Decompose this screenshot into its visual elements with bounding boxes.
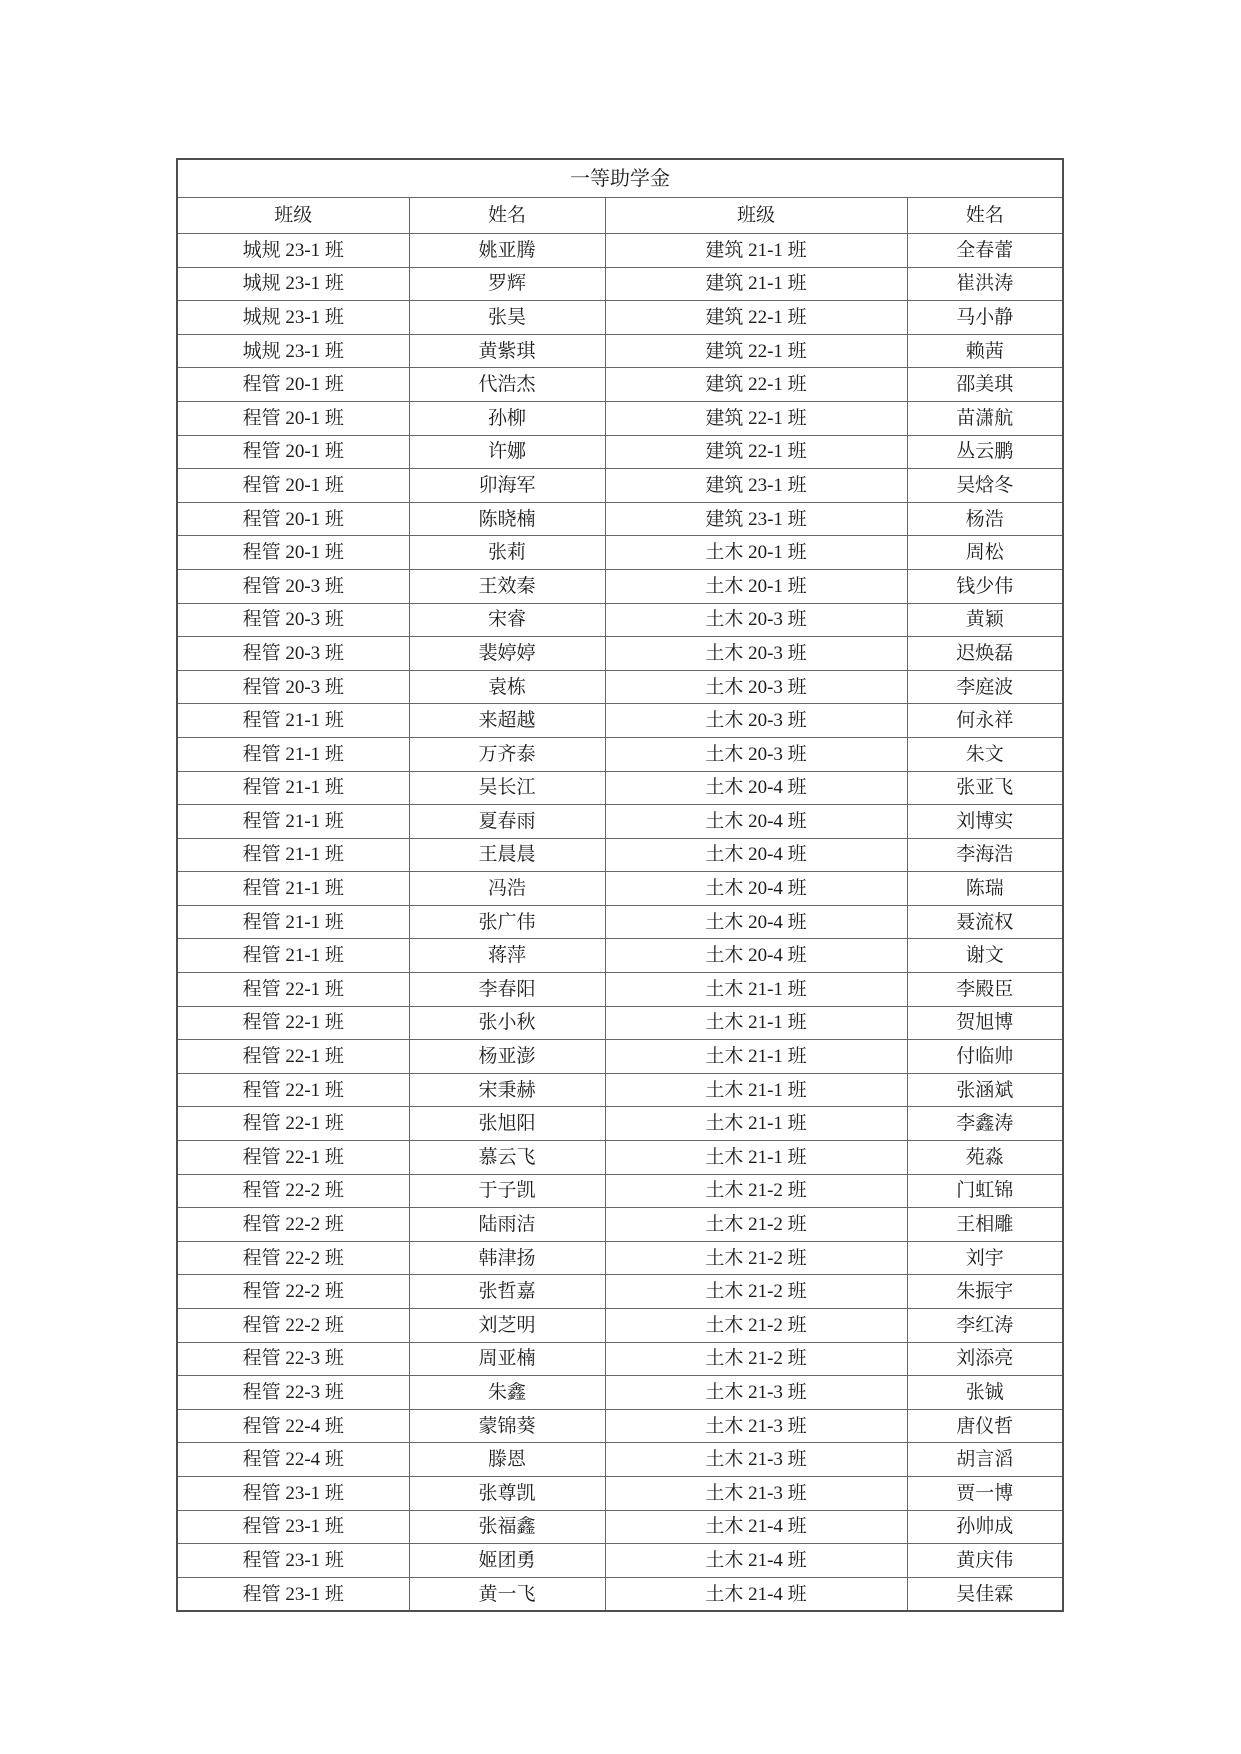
class-cell: 程管 23-1 班	[177, 1476, 409, 1510]
name-cell: 慕云飞	[409, 1141, 605, 1175]
name-cell: 周亚楠	[409, 1342, 605, 1376]
class-cell: 建筑 23-1 班	[605, 502, 907, 536]
class-cell: 程管 20-1 班	[177, 536, 409, 570]
table-row	[177, 1275, 1063, 1309]
table-row	[177, 1342, 1063, 1376]
class-cell: 土木 21-2 班	[605, 1241, 907, 1275]
name-cell: 周松	[907, 536, 1063, 570]
class-cell: 土木 21-4 班	[605, 1544, 907, 1578]
name-cell: 滕恩	[409, 1443, 605, 1477]
class-cell: 土木 21-1 班	[605, 1107, 907, 1141]
class-cell: 土木 20-3 班	[605, 637, 907, 671]
name-cell: 马小静	[907, 301, 1063, 335]
class-cell: 土木 20-4 班	[605, 905, 907, 939]
table-row	[177, 502, 1063, 536]
class-cell: 程管 22-1 班	[177, 1006, 409, 1040]
table-row	[177, 1241, 1063, 1275]
table-title-row	[177, 159, 1063, 198]
class-cell: 程管 22-3 班	[177, 1342, 409, 1376]
class-cell: 程管 20-3 班	[177, 569, 409, 603]
table-row	[177, 1040, 1063, 1074]
name-cell: 王相雕	[907, 1208, 1063, 1242]
class-cell: 程管 21-1 班	[177, 905, 409, 939]
name-cell: 崔洪涛	[907, 267, 1063, 301]
name-cell: 门虹锦	[907, 1174, 1063, 1208]
class-cell: 程管 22-1 班	[177, 1073, 409, 1107]
class-cell: 土木 20-3 班	[605, 704, 907, 738]
class-cell: 建筑 23-1 班	[605, 469, 907, 503]
class-cell: 土木 20-4 班	[605, 939, 907, 973]
name-cell: 卯海军	[409, 469, 605, 503]
name-cell: 许娜	[409, 435, 605, 469]
table-row	[177, 1376, 1063, 1410]
class-cell: 土木 21-2 班	[605, 1174, 907, 1208]
table-row	[177, 1107, 1063, 1141]
name-cell: 胡言滔	[907, 1443, 1063, 1477]
name-cell: 王效秦	[409, 569, 605, 603]
class-cell: 城规 23-1 班	[177, 267, 409, 301]
name-cell: 赖茜	[907, 334, 1063, 368]
name-cell: 朱文	[907, 737, 1063, 771]
class-cell: 土木 21-1 班	[605, 1141, 907, 1175]
name-cell: 孙帅成	[907, 1510, 1063, 1544]
name-cell: 冯浩	[409, 872, 605, 906]
table-row	[177, 1409, 1063, 1443]
class-cell: 土木 20-1 班	[605, 569, 907, 603]
table-row	[177, 267, 1063, 301]
class-cell: 土木 21-1 班	[605, 973, 907, 1007]
name-cell: 黄紫琪	[409, 334, 605, 368]
class-cell: 土木 21-2 班	[605, 1208, 907, 1242]
name-cell: 于子凯	[409, 1174, 605, 1208]
class-cell: 土木 21-3 班	[605, 1443, 907, 1477]
table-row	[177, 973, 1063, 1007]
class-cell: 程管 22-4 班	[177, 1409, 409, 1443]
name-cell: 陆雨洁	[409, 1208, 605, 1242]
table-row	[177, 234, 1063, 268]
table-row	[177, 670, 1063, 704]
table-row	[177, 1309, 1063, 1343]
name-cell: 夏春雨	[409, 805, 605, 839]
name-cell: 李殿臣	[907, 973, 1063, 1007]
class-cell: 城规 23-1 班	[177, 301, 409, 335]
class-cell: 土木 20-4 班	[605, 805, 907, 839]
name-cell: 黄颖	[907, 603, 1063, 637]
class-cell: 土木 21-1 班	[605, 1040, 907, 1074]
column-header-class-right: 班级	[605, 198, 907, 234]
table-row	[177, 368, 1063, 402]
table-row	[177, 603, 1063, 637]
name-cell: 宋秉赫	[409, 1073, 605, 1107]
scholarship-table	[176, 158, 1064, 1612]
table-header-row	[177, 198, 1063, 234]
class-cell: 土木 21-4 班	[605, 1577, 907, 1611]
table-row	[177, 301, 1063, 335]
name-cell: 张广伟	[409, 905, 605, 939]
table-row	[177, 1544, 1063, 1578]
table-row	[177, 1577, 1063, 1611]
name-cell: 蒙锦葵	[409, 1409, 605, 1443]
table-row	[177, 1073, 1063, 1107]
table-row	[177, 939, 1063, 973]
name-cell: 杨亚澎	[409, 1040, 605, 1074]
name-cell: 吴佳霖	[907, 1577, 1063, 1611]
class-cell: 程管 21-1 班	[177, 838, 409, 872]
class-cell: 程管 22-2 班	[177, 1208, 409, 1242]
class-cell: 土木 20-3 班	[605, 603, 907, 637]
class-cell: 土木 21-2 班	[605, 1309, 907, 1343]
class-cell: 程管 22-1 班	[177, 1141, 409, 1175]
name-cell: 李海浩	[907, 838, 1063, 872]
table-row	[177, 1443, 1063, 1477]
class-cell: 程管 21-1 班	[177, 737, 409, 771]
table-row	[177, 435, 1063, 469]
name-cell: 张涵斌	[907, 1073, 1063, 1107]
name-cell: 苑淼	[907, 1141, 1063, 1175]
table-row	[177, 1174, 1063, 1208]
table-row	[177, 1006, 1063, 1040]
name-cell: 宋睿	[409, 603, 605, 637]
table-row	[177, 536, 1063, 570]
table-row	[177, 838, 1063, 872]
column-header-class-left: 班级	[177, 198, 409, 234]
class-cell: 程管 20-3 班	[177, 603, 409, 637]
name-cell: 黄庆伟	[907, 1544, 1063, 1578]
class-cell: 程管 20-3 班	[177, 637, 409, 671]
name-cell: 刘芝明	[409, 1309, 605, 1343]
table-row	[177, 1510, 1063, 1544]
name-cell: 张旭阳	[409, 1107, 605, 1141]
class-cell: 土木 21-1 班	[605, 1073, 907, 1107]
table-body	[177, 234, 1063, 1612]
name-cell: 邵美琪	[907, 368, 1063, 402]
class-cell: 土木 20-3 班	[605, 670, 907, 704]
table-row	[177, 1208, 1063, 1242]
class-cell: 建筑 22-1 班	[605, 435, 907, 469]
name-cell: 付临帅	[907, 1040, 1063, 1074]
class-cell: 程管 22-1 班	[177, 1107, 409, 1141]
class-cell: 土木 20-1 班	[605, 536, 907, 570]
table-row	[177, 872, 1063, 906]
name-cell: 苗潇航	[907, 401, 1063, 435]
class-cell: 土木 21-1 班	[605, 1006, 907, 1040]
name-cell: 袁栋	[409, 670, 605, 704]
class-cell: 程管 21-1 班	[177, 939, 409, 973]
class-cell: 程管 23-1 班	[177, 1577, 409, 1611]
name-cell: 刘宇	[907, 1241, 1063, 1275]
table-row	[177, 637, 1063, 671]
name-cell: 朱振宇	[907, 1275, 1063, 1309]
class-cell: 程管 22-2 班	[177, 1275, 409, 1309]
class-cell: 程管 23-1 班	[177, 1510, 409, 1544]
class-cell: 土木 21-2 班	[605, 1275, 907, 1309]
name-cell: 谢文	[907, 939, 1063, 973]
name-cell: 杨浩	[907, 502, 1063, 536]
class-cell: 土木 20-4 班	[605, 872, 907, 906]
class-cell: 建筑 21-1 班	[605, 234, 907, 268]
class-cell: 建筑 22-1 班	[605, 401, 907, 435]
name-cell: 吴焓冬	[907, 469, 1063, 503]
class-cell: 程管 21-1 班	[177, 872, 409, 906]
name-cell: 张尊凯	[409, 1476, 605, 1510]
class-cell: 程管 22-1 班	[177, 1040, 409, 1074]
table-row	[177, 469, 1063, 503]
class-cell: 程管 21-1 班	[177, 771, 409, 805]
class-cell: 程管 20-1 班	[177, 401, 409, 435]
name-cell: 陈瑞	[907, 872, 1063, 906]
name-cell: 来超越	[409, 704, 605, 738]
class-cell: 土木 21-3 班	[605, 1409, 907, 1443]
class-cell: 土木 21-3 班	[605, 1476, 907, 1510]
table-row	[177, 1476, 1063, 1510]
class-cell: 程管 22-2 班	[177, 1174, 409, 1208]
class-cell: 建筑 22-1 班	[605, 301, 907, 335]
name-cell: 王晨晨	[409, 838, 605, 872]
class-cell: 程管 22-2 班	[177, 1241, 409, 1275]
class-cell: 程管 21-1 班	[177, 805, 409, 839]
class-cell: 城规 23-1 班	[177, 234, 409, 268]
name-cell: 李红涛	[907, 1309, 1063, 1343]
name-cell: 姬团勇	[409, 1544, 605, 1578]
name-cell: 李鑫涛	[907, 1107, 1063, 1141]
name-cell: 代浩杰	[409, 368, 605, 402]
name-cell: 罗辉	[409, 267, 605, 301]
table-row	[177, 704, 1063, 738]
name-cell: 裴婷婷	[409, 637, 605, 671]
name-cell: 蒋萍	[409, 939, 605, 973]
class-cell: 土木 20-3 班	[605, 737, 907, 771]
name-cell: 贺旭博	[907, 1006, 1063, 1040]
name-cell: 张亚飞	[907, 771, 1063, 805]
class-cell: 程管 20-1 班	[177, 502, 409, 536]
name-cell: 万齐泰	[409, 737, 605, 771]
class-cell: 程管 20-1 班	[177, 368, 409, 402]
name-cell: 聂流权	[907, 905, 1063, 939]
name-cell: 姚亚腾	[409, 234, 605, 268]
class-cell: 程管 22-2 班	[177, 1309, 409, 1343]
class-cell: 城规 23-1 班	[177, 334, 409, 368]
table-row	[177, 771, 1063, 805]
class-cell: 土木 20-4 班	[605, 771, 907, 805]
class-cell: 建筑 21-1 班	[605, 267, 907, 301]
name-cell: 张莉	[409, 536, 605, 570]
name-cell: 张昊	[409, 301, 605, 335]
class-cell: 程管 21-1 班	[177, 704, 409, 738]
name-cell: 韩津扬	[409, 1241, 605, 1275]
class-cell: 程管 20-1 班	[177, 469, 409, 503]
name-cell: 张福鑫	[409, 1510, 605, 1544]
table-row	[177, 1141, 1063, 1175]
name-cell: 张小秋	[409, 1006, 605, 1040]
class-cell: 建筑 22-1 班	[605, 334, 907, 368]
table-row	[177, 737, 1063, 771]
column-header-name-right: 姓名	[907, 198, 1063, 234]
class-cell: 土木 21-2 班	[605, 1342, 907, 1376]
name-cell: 张哲嘉	[409, 1275, 605, 1309]
class-cell: 程管 23-1 班	[177, 1544, 409, 1578]
table-title: 一等助学金	[177, 159, 1063, 198]
name-cell: 贾一博	[907, 1476, 1063, 1510]
table-row	[177, 805, 1063, 839]
name-cell: 李庭波	[907, 670, 1063, 704]
name-cell: 全春蕾	[907, 234, 1063, 268]
name-cell: 钱少伟	[907, 569, 1063, 603]
table-row	[177, 569, 1063, 603]
class-cell: 程管 22-3 班	[177, 1376, 409, 1410]
name-cell: 黄一飞	[409, 1577, 605, 1611]
class-cell: 程管 22-1 班	[177, 973, 409, 1007]
name-cell: 孙柳	[409, 401, 605, 435]
name-cell: 丛云鹏	[907, 435, 1063, 469]
name-cell: 吴长江	[409, 771, 605, 805]
class-cell: 建筑 22-1 班	[605, 368, 907, 402]
class-cell: 土木 21-3 班	[605, 1376, 907, 1410]
class-cell: 程管 22-4 班	[177, 1443, 409, 1477]
name-cell: 张铖	[907, 1376, 1063, 1410]
name-cell: 刘博实	[907, 805, 1063, 839]
name-cell: 李春阳	[409, 973, 605, 1007]
table-row	[177, 401, 1063, 435]
name-cell: 何永祥	[907, 704, 1063, 738]
class-cell: 土木 20-4 班	[605, 838, 907, 872]
class-cell: 土木 21-4 班	[605, 1510, 907, 1544]
class-cell: 程管 20-3 班	[177, 670, 409, 704]
column-header-name-left: 姓名	[409, 198, 605, 234]
class-cell: 程管 20-1 班	[177, 435, 409, 469]
table-row	[177, 334, 1063, 368]
name-cell: 陈晓楠	[409, 502, 605, 536]
name-cell: 刘添亮	[907, 1342, 1063, 1376]
name-cell: 唐仪哲	[907, 1409, 1063, 1443]
name-cell: 迟焕磊	[907, 637, 1063, 671]
table-row	[177, 905, 1063, 939]
name-cell: 朱鑫	[409, 1376, 605, 1410]
